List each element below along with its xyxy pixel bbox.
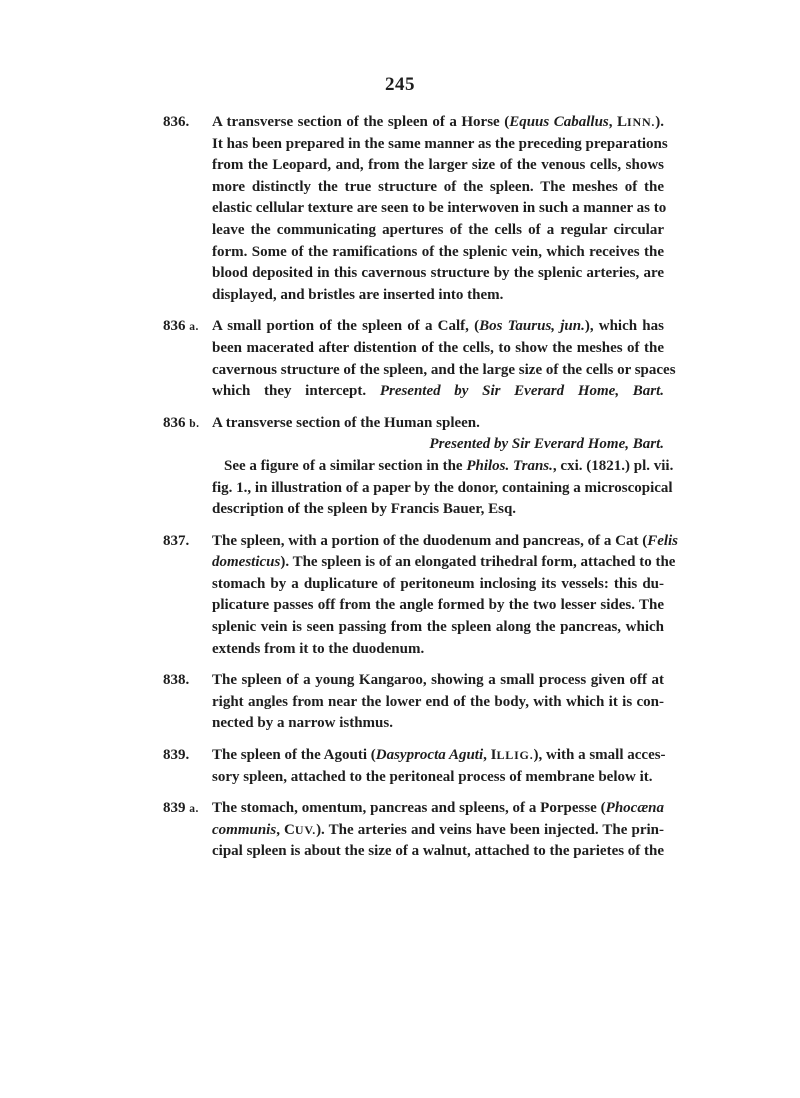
text-line: sory spleen, attached to the peritoneal process of membrane below it. [212, 768, 653, 785]
entry-number: 836. [163, 114, 190, 130]
entry-839 [164, 745, 664, 788]
text-line: stomach by a duplicature of peritoneum inclosing its vessels: this du- [212, 575, 664, 592]
text-line: domesticus). The spleen is of an elongated trihedral form, attached to the [212, 554, 676, 571]
text-line: displayed, and bristles are inserted into them. [212, 286, 504, 303]
entry-number: 839 a. [163, 800, 199, 817]
entry-number: 839. [163, 747, 190, 764]
text-line: blood deposited in this cavernous structure by the splenic arteries, are [212, 265, 664, 282]
text-line: A small portion of the spleen of a Calf, (Bos Taurus, jun.), which has [212, 318, 664, 335]
text-line: cipal spleen is about the size of a walnut, attached to the parietes of the [212, 843, 665, 860]
text-line: which they intercept. Presented by Sir Everard Home, Bart. [212, 383, 664, 400]
donor-attribution: Presented by Sir Everard Home, Bart. [429, 436, 664, 453]
text-line: right angles from near the lower end of the body, with which it is con- [212, 693, 664, 710]
text-line: extends from it to the duodenum. [212, 640, 425, 657]
text-line: It has been prepared in the same manner as the preceding preparations [212, 135, 668, 152]
entry-number: 837. [163, 532, 190, 549]
text-line: nected by a narrow isthmus. [212, 715, 393, 732]
entry-839a [164, 798, 664, 863]
text-line: description of the spleen by Francis Bauer, Esq. [212, 501, 517, 518]
text-line: The spleen of a young Kangaroo, showing a small process given off at [212, 672, 664, 689]
text-line: elastic cellular texture are seen to be interwoven in such a manner as to [212, 200, 667, 217]
entry-number: 836 a. [163, 318, 199, 335]
entry-837 [163, 531, 679, 661]
entry-836a [163, 316, 676, 402]
entry-number: 838. [163, 672, 190, 689]
page-number: 245 [385, 74, 415, 95]
text-line: form. Some of the ramifications of the splenic vein, which receives the [212, 243, 664, 260]
text-line: plicature passes off from the angle formed by the two lesser sides. The [212, 597, 664, 614]
entry-836b [163, 413, 674, 521]
text-line: communis, CUV.). The arteries and veins have been injected. The prin- [212, 821, 664, 838]
text-line: A transverse section of the Human spleen. [212, 414, 480, 431]
text-line: splenic vein is seen passing from the spleen along the pancreas, which [212, 619, 664, 636]
text-line: leave the communicating apertures of the cells of a regular circular [212, 221, 664, 238]
entry-number: 836 b. [163, 414, 200, 431]
text-line: fig. 1., in illustration of a paper by the donor, containing a microscopical [212, 479, 673, 496]
text-line: See a figure of a similar section in the Philos. Trans., cxi. (1821.) pl. vii. [224, 457, 674, 474]
text-line: been macerated after distention of the cells, to show the meshes of the [212, 339, 664, 356]
text-line: from the Leopard, and, from the larger size of the venous cells, shows [212, 157, 664, 174]
text-line: The stomach, omentum, pancreas and spleens, of a Porpesse (Phocæna [212, 800, 664, 817]
text-line: more distinctly the true structure of the spleen. The meshes of the [212, 178, 664, 195]
catalogue-entries [163, 112, 679, 873]
entry-838 [164, 670, 664, 735]
text-line: A transverse section of the spleen of a Horse (Equus Caballus, LINN.). [212, 114, 664, 130]
text-line: cavernous structure of the spleen, and the large size of the cells or spaces [212, 361, 676, 378]
entry-836 [163, 112, 668, 306]
text-line: The spleen, with a portion of the duodenum and pancreas, of a Cat (Felis [212, 532, 679, 549]
text-line: The spleen of the Agouti (Dasyprocta Aguti, ILLIG.), with a small acces- [212, 747, 666, 764]
